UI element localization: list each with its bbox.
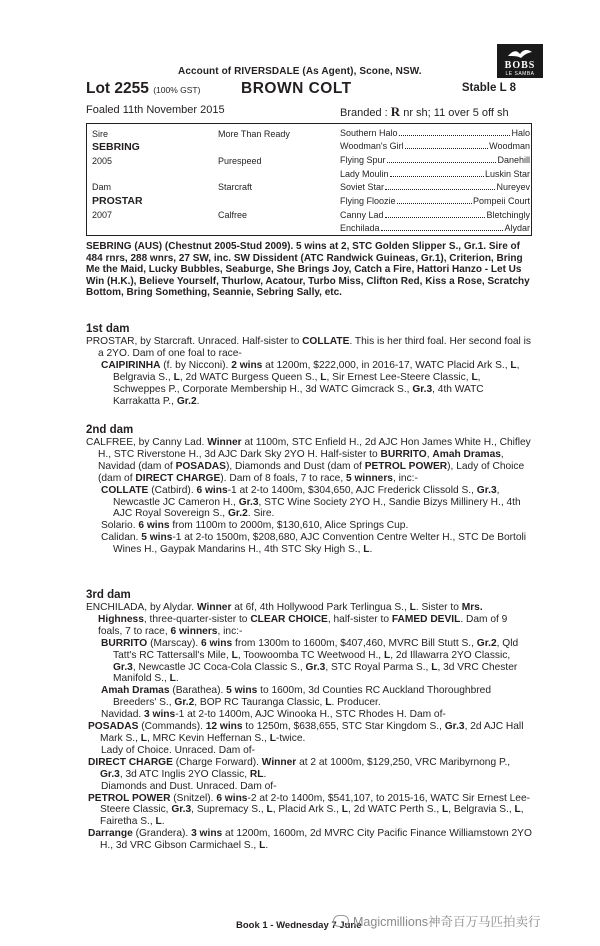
- dam-dam: Calfree: [218, 210, 248, 220]
- progeny-entry: BURRITO (Marscay). 6 wins from 1300m to 1600m, $407,460, MVRC Bill Stutt S., Gr.2, Qld Tatt's RC Tattersall's Mile, L, Toowoomba TC Weetwood H., L, 2d Illawarra 2YO Classic, Gr.3, Newcastle JC Coca-Cola Classic S., Gr.3, STC Royal Parma S., L, 3d VRC Chester Manifold S., L.: [101, 637, 519, 685]
- first-dam-section: [86, 323, 532, 407]
- lot-number: Lot 2255 (100% GST): [86, 80, 201, 97]
- logo-subtext: LE SAMBA: [505, 71, 535, 77]
- grand-progeny-entry: PETROL POWER (Snitzel). 6 wins-2 at 2-to 1400m, $541,107, to 2015-16, WATC Sir Ernest Lee-Steere Classic, Gr.3, Supremacy S., L, Placid Ark S., L, 2d WATC Perth S., L, Belgravia S., L, Fairetha S., L.: [88, 792, 531, 828]
- logo-text: BOBS: [504, 60, 536, 71]
- pedigree-gen3-row: Flying Floozie Pompeii Court: [340, 196, 530, 206]
- first-dam-summary: PROSTAR, by Starcraft. Unraced. Half-sister to COLLATE. This is her third foal. Her second foal is a 2YO. Dam of one foal to race-: [86, 336, 532, 359]
- grand-progeny-entry: DIRECT CHARGE (Charge Forward). Winner at 2 at 1000m, $129,250, VRC Maribyrnong P., Gr.3, 3d ATC Inglis 2YO Classic, RL.: [88, 756, 511, 780]
- bird-logo-icon: [497, 47, 543, 61]
- pedigree-table: [86, 123, 532, 236]
- progeny-entry: CAIPIRINHA (f. by Nicconi). 2 wins at 1200m, $222,000, in 2016-17, WATC Placid Ark S., L, Belgravia S., L, 2d WATC Burgess Queen S., L, Sir Ernest Lee-Steere Classic, L, Schweppes P., Corporate Membership H., 3d WATC Gimcrack S., Gr.3, 4th WATC Karrakatta P., Gr.2.: [101, 359, 520, 407]
- chat-icon: [333, 915, 349, 927]
- progeny-entry: COLLATE (Catbird). 6 wins-1 at 2-to 1400m, $304,650, AJC Frederick Clissold S., Gr.3, Newcastle JC Cameron H., Gr.3, STC Wine Society 2YO H., Sandie Bizys Millinery H., 4th AJC Royal Sovereign S., Gr.2. Sire.: [101, 484, 521, 520]
- sire-year: 2005: [92, 156, 113, 166]
- brand-mark: R: [390, 104, 401, 119]
- progeny-entry: Amah Dramas (Barathea). 5 wins to 1600m, 3d Counties RC Auckland Thoroughbred Breeders' S., Gr.2, BOP RC Tauranga Classic, L. Producer.: [101, 685, 491, 709]
- dam-label: Dam: [92, 182, 112, 192]
- dam-year: 2007: [92, 210, 113, 220]
- gst-note: (100% GST): [153, 85, 201, 95]
- vendor-logo: [497, 44, 543, 78]
- page-footer: Book 1 - Wednesday 7 June: [236, 920, 362, 931]
- pedigree-gen3-row: Flying Spur Danehill: [340, 155, 530, 165]
- third-dam-section: [86, 589, 532, 852]
- dam-name: PROSTAR: [92, 195, 143, 207]
- colour-sex: BROWN COLT: [241, 80, 352, 97]
- stable-number: Stable L 8: [461, 82, 516, 94]
- second-dam-summary: CALFREE, by Canny Lad. Winner at 1100m, STC Enfield H., 2d AJC Hon James White H., Chifley H., STC Riverstone H., 3d AJC Dark Sky 2YO H. Half-sister to BURRITO, Amah Dramas, Navidad (dam of POSADAS), Diamonds and Dust (dam of PETROL POWER), Lady of Choice (dam of DIRECT CHARGE). Dam of 8 foals, 7 to race, 5 winners, inc:-: [86, 437, 531, 484]
- progeny-entry: Solario. 6 wins from 1100m to 2000m, $130,610, Alice Springs Cup.: [101, 520, 409, 532]
- vendor-account: Account of RIVERSDALE (As Agent), Scone, NSW.: [178, 66, 422, 77]
- third-dam-summary: ENCHILADA, by Alydar. Winner at 6f, 4th Hollywood Park Terlingua S., L. Sister to Mrs. Highness, three-quarter-sister to CLEAR CHOICE, half-sister to FAMED DEVIL. Dam of 9 foals, 7 to race, 6 winners, inc:-: [86, 602, 508, 637]
- pedigree-gen3-row: Enchilada Alydar: [340, 223, 530, 233]
- grand-progeny-entry: Darrange (Grandera). 3 wins at 1200m, 1600m, 2d MVRC City Pacific Finance Williamstown 2YO H., 3d VRC Gibson Carmichael S., L.: [88, 828, 532, 852]
- second-dam-section: [86, 424, 532, 556]
- branded-info: Branded : R nr sh; 11 over 5 off sh: [340, 104, 509, 119]
- lot-header: [86, 80, 516, 98]
- watermark: Magicmillions神奇百万马匹拍卖行: [333, 912, 541, 930]
- grand-progeny-entry: POSADAS (Commands). 12 wins to 1250m, $638,655, STC Star Kingdom S., Gr.3, 2d AJC Hall Mark S., L, MRC Kevin Heffernan S., L-twice.: [88, 721, 524, 744]
- sire-summary: SEBRING (AUS) (Chestnut 2005-Stud 2009). 5 wins at 2, STC Golden Slipper S., Gr.1. Sire of 484 rnrs, 288 wnrs, 27 SW, inc. SW Dissident (ATC Randwick Guineas, Gr.1), Criterion, Bring Me the Maid, Lucky Bubbles, Seaburge, She Brings Joy, Catch a Fire, Hattori Hanzo - Let Us Win (H.K.), Believe Yourself, Thurlow, Acatour, Turbo Miss, Clifton Red, Kiss a Rose, Scratchy Bottom, Bring Something, Seannie, Sebring Sally, etc.: [86, 241, 530, 299]
- foaled-date: Foaled 11th November 2015: [86, 104, 225, 116]
- pedigree-gen3-row: Canny Lad Bletchingly: [340, 210, 530, 220]
- sire-label: Sire: [92, 129, 109, 139]
- progeny-entry: Navidad. 3 wins-1 at 2-to 1400m, AJC Winooka H., STC Rhodes H. Dam of-: [101, 709, 446, 721]
- sire-name: SEBRING: [92, 141, 140, 153]
- dam-sire: Starcraft: [218, 182, 253, 192]
- pedigree-gen3-row: Woodman's Girl Woodman: [340, 141, 530, 151]
- pedigree-gen3-row: Lady Moulin Luskin Star: [340, 169, 530, 179]
- pedigree-gen3-row: Soviet Star Nureyev: [340, 182, 530, 192]
- pedigree-gen3-row: Southern Halo Halo: [340, 128, 530, 138]
- sire-sire: More Than Ready: [218, 129, 290, 139]
- progeny-entry: Lady of Choice. Unraced. Dam of-: [101, 744, 256, 756]
- second-dam-heading: 2nd dam: [86, 424, 134, 436]
- first-dam-heading: 1st dam: [86, 323, 130, 335]
- progeny-entry: Calidan. 5 wins-1 at 2-to 1500m, $208,680, AJC Convention Centre Welter H., STC De Bortoli Wines H., Gaypak Mandarins H., 4th STC Sky High S., L.: [101, 532, 527, 556]
- third-dam-heading: 3rd dam: [86, 589, 131, 601]
- sire-dam: Purespeed: [218, 156, 262, 166]
- progeny-entry: Diamonds and Dust. Unraced. Dam of-: [101, 780, 277, 792]
